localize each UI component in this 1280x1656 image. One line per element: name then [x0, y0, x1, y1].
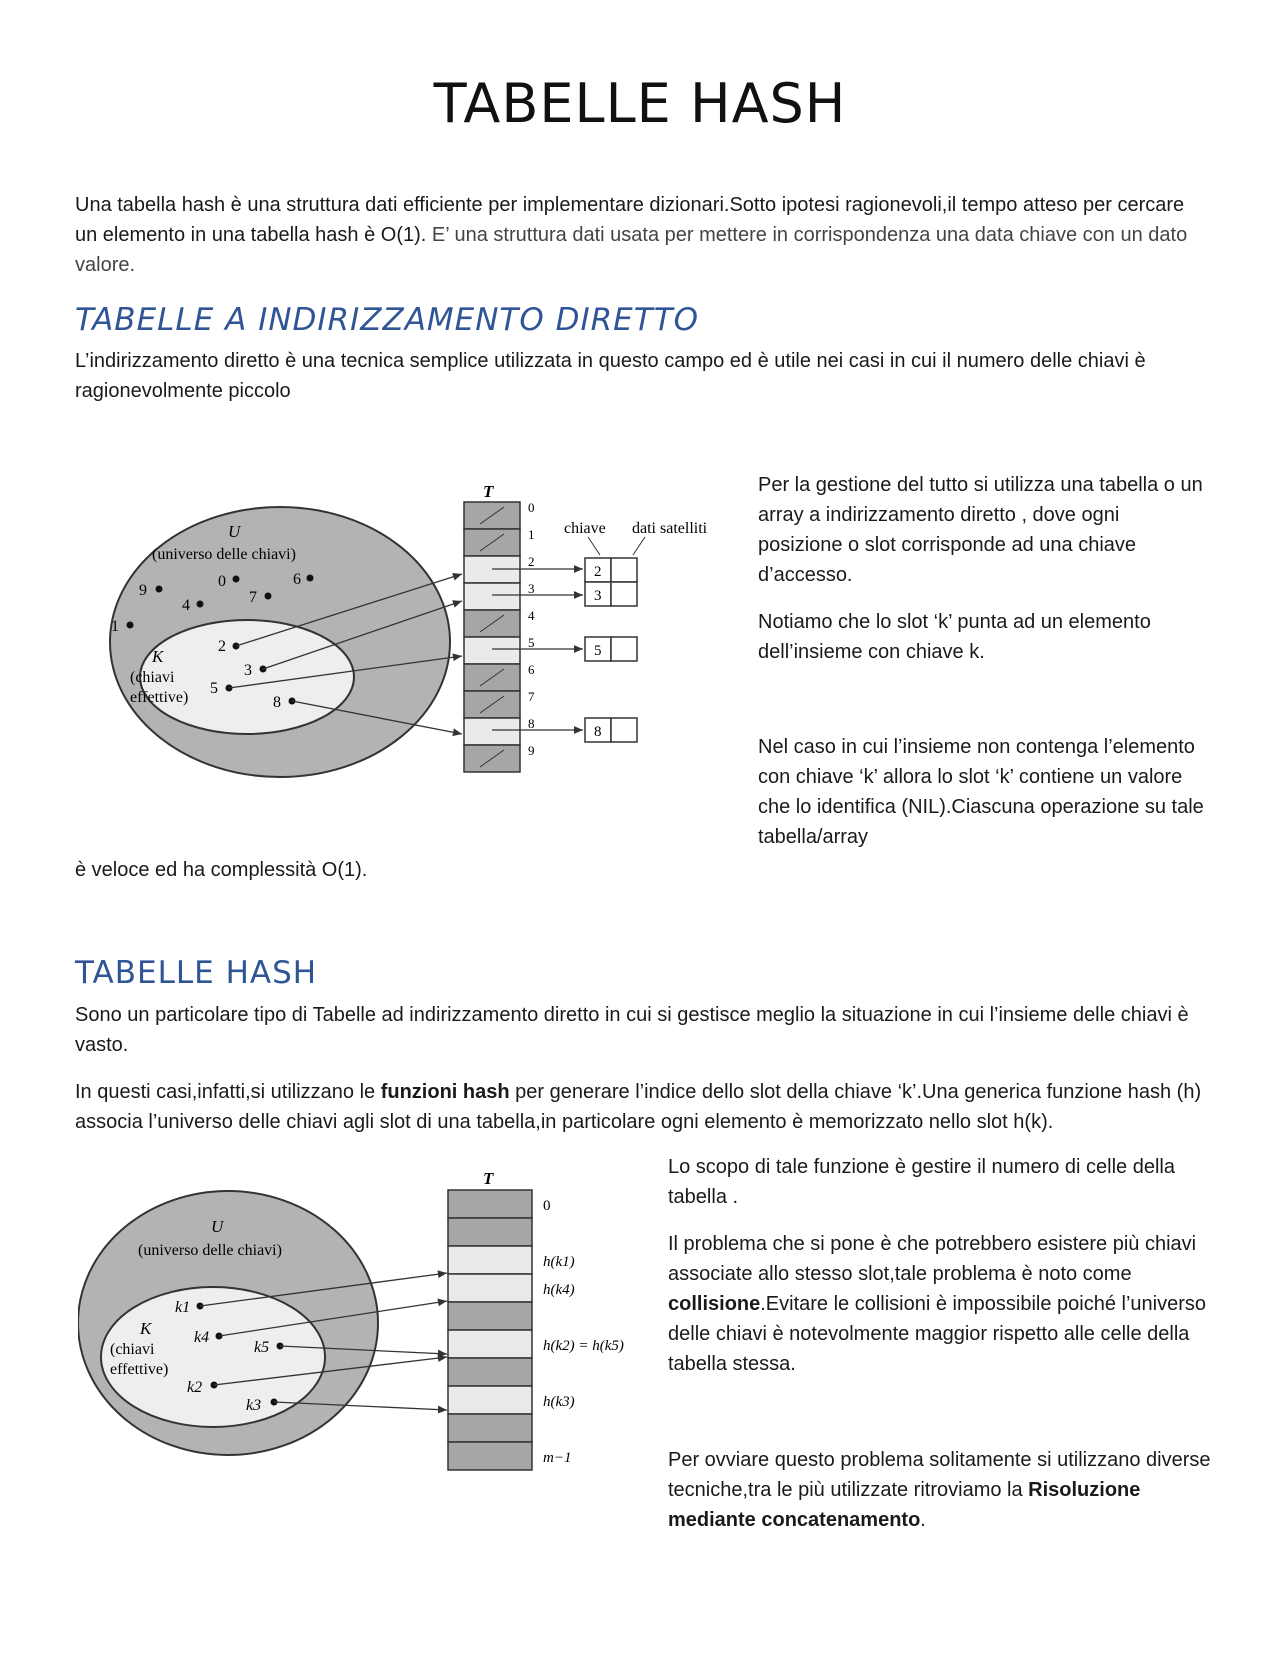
hash-slot-hk2-hk5: h(k2) = h(k5): [543, 1338, 624, 1354]
section2-side-2: [668, 1229, 1213, 1379]
section2-paragraph-2: [75, 1077, 1210, 1137]
section1-paragraph: L’indirizzamento diretto è una tecnica semplice utilizzata in questo campo ed è utile nei casi in cui il numero delle chiavi è ragionevolmente piccolo: [75, 350, 1146, 402]
key-k5: k5: [254, 1339, 270, 1356]
section2-paragraph-1: Sono un particolare tipo di Tabelle ad indirizzamento diretto in cui si gestisce meglio la situazione in cui l’insieme delle chiavi è vasto.: [75, 1004, 1189, 1056]
universe-caption-2: (universo delle chiavi): [138, 1242, 282, 1259]
table-label-2: T: [483, 1169, 494, 1188]
hash-slot-hk1: h(k1): [543, 1254, 575, 1270]
slot-5: 5: [528, 635, 535, 650]
hash-slot-0: 0: [543, 1198, 551, 1214]
intro-paragraph: [75, 190, 1205, 280]
key-k3: k3: [246, 1397, 262, 1414]
key-1: 1: [111, 618, 119, 635]
side2-b: .Evitare le collisioni è impossibile poiché l’universo delle chiavi è notevolmente maggior rispetto alle celle della tabella stessa.: [668, 1293, 1207, 1375]
table-label: T: [483, 482, 494, 501]
hash-slot-m-1: m−1: [543, 1450, 572, 1466]
slot-2: 2: [528, 554, 535, 569]
key-8: 8: [273, 694, 281, 711]
key-4: 4: [182, 597, 190, 614]
slot-0: 0: [528, 500, 535, 515]
key-5: 5: [210, 680, 218, 697]
page-title: TABELLE HASH: [433, 72, 847, 135]
side3-b: .: [920, 1509, 926, 1531]
key-k4: k4: [194, 1329, 210, 1346]
key-0: 0: [218, 573, 226, 590]
slot-8: 8: [528, 716, 535, 731]
slot-6: 6: [528, 662, 535, 677]
k-label: K: [152, 647, 164, 666]
satellite-column-label: dati satelliti: [632, 520, 708, 537]
slot-7: 7: [528, 689, 535, 704]
hash-slot-labels: [543, 1198, 624, 1466]
hash-function-figure: [78, 1160, 658, 1480]
k-label-2: K: [140, 1319, 152, 1338]
k-caption-2: effettive): [130, 689, 189, 706]
key-9: 9: [139, 582, 147, 599]
slot-3: 3: [528, 581, 535, 596]
side2-a: Il problema che si pone è che potrebbero esistere più chiavi associate allo stesso slot,tale problema è noto come: [668, 1233, 1197, 1285]
key-6: 6: [293, 571, 301, 588]
key-7: 7: [249, 589, 257, 606]
key-3: 3: [244, 662, 252, 679]
slot-9: 9: [528, 743, 535, 758]
intro-part2: E’ una struttura dati usata per mettere in corrispondenza una data chiave con un dato valore.: [75, 224, 1188, 276]
k-caption-1: (chiavi: [130, 669, 175, 686]
hash-slot-hk4: h(k4): [543, 1282, 575, 1298]
slot-1: 1: [528, 527, 535, 542]
direct-address-figure: [90, 475, 740, 795]
section1-side-2: Notiamo che lo slot ‘k’ punta ad un elemento dell’insieme con chiave k.: [758, 611, 1151, 663]
k-caption-2-1: (chiavi: [110, 1341, 155, 1358]
section1-side-1: Per la gestione del tutto si utilizza una tabella o un array a indirizzamento diretto , dove ogni posizione o slot corrisponde ad una chiave d’accesso.: [758, 474, 1203, 586]
k-caption-2-2: effettive): [110, 1361, 169, 1378]
side3-a: Per ovviare questo problema solitamente si utilizzano diverse tecniche,tra le più utilizzate ritroviamo la: [668, 1449, 1211, 1501]
key-2: 2: [218, 638, 226, 655]
section1-tail: è veloce ed ha complessità O(1).: [75, 859, 368, 881]
hash-table: [448, 1190, 532, 1470]
slot-indexes: [528, 500, 535, 758]
universe-caption: (universo delle chiavi): [152, 546, 296, 563]
direct-table: [464, 502, 520, 772]
section2-heading: TABELLE HASH: [75, 955, 318, 991]
universe-label: U: [228, 522, 241, 541]
hash-slot-hk3: h(k3): [543, 1394, 575, 1410]
element-boxes: [585, 558, 637, 742]
para2-bold: funzioni hash: [380, 1081, 510, 1103]
para2-a: In questi casi,infatti,si utilizzano le: [75, 1081, 381, 1103]
universe-label-2: U: [211, 1217, 224, 1236]
section2-side-1: Lo scopo di tale funzione è gestire il numero di celle della tabella .: [668, 1156, 1175, 1208]
side3-bold: Risoluzione mediante concatenamento: [668, 1479, 1141, 1531]
key-k2: k2: [187, 1379, 203, 1396]
element-2: 2: [594, 564, 602, 580]
element-3: 3: [594, 588, 602, 604]
slot-4: 4: [528, 608, 535, 623]
key-column-label: chiave: [564, 520, 606, 537]
key-k1: k1: [175, 1299, 191, 1316]
section2-side-3: [668, 1445, 1213, 1535]
side2-bold: collisione: [668, 1293, 761, 1315]
element-5: 5: [594, 643, 602, 659]
para2-b: per generare l’indice dello slot della chiave ‘k’.Una generica funzione hash (h) associa l’universo delle chiavi agli slot di una tabella,in particolare ogni elemento è memorizzato nello slot h(k).: [75, 1081, 1202, 1133]
intro-part1: Una tabella hash è una struttura dati efficiente per implementare dizionari.Sotto ipotesi ragionevoli,il tempo atteso per cercare un elemento in una tabella hash è O(1).: [75, 194, 1185, 246]
section1-side-3: Nel caso in cui l’insieme non contenga l’elemento con chiave ‘k’ allora lo slot ‘k’ contiene un valore che lo identifica (NIL).Ciascuna operazione su tale tabella/array: [758, 736, 1204, 848]
section1-heading: TABELLE A INDIRIZZAMENTO DIRETTO: [75, 302, 700, 338]
element-8: 8: [594, 724, 602, 740]
